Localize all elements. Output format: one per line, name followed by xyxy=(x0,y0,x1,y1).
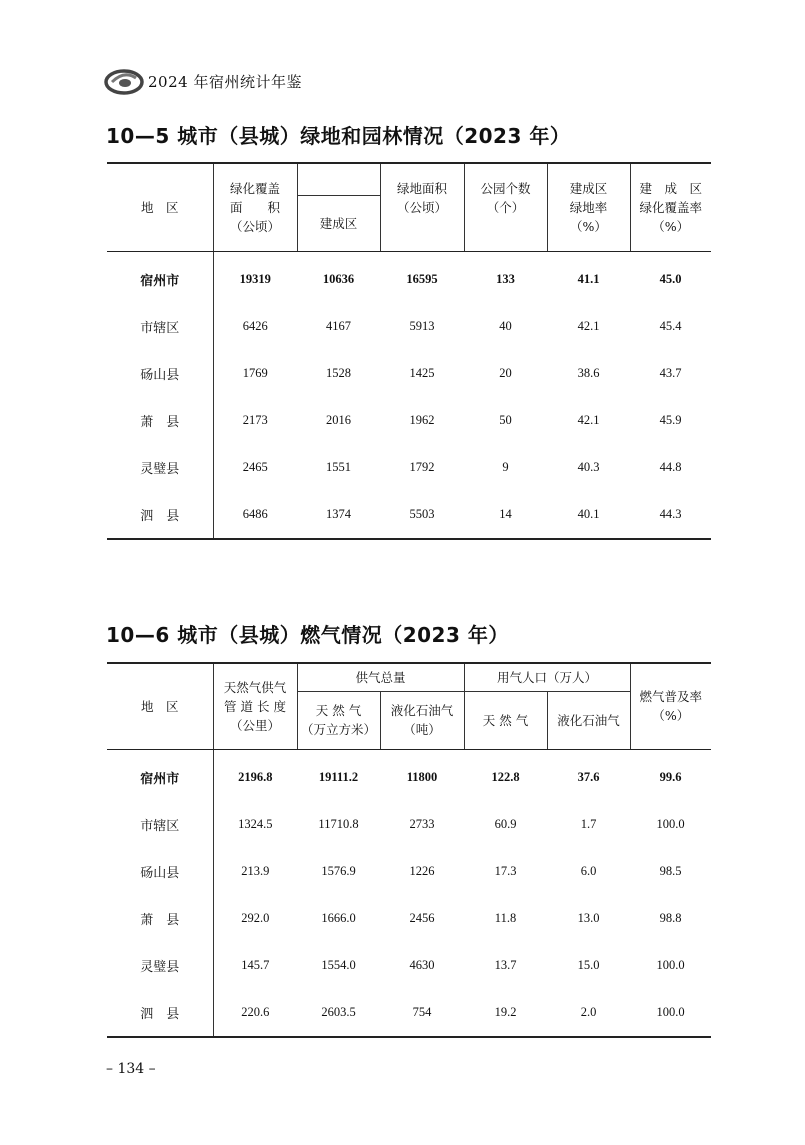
value-cell: 42.1 xyxy=(577,318,600,333)
value-cell: 6426 xyxy=(242,318,268,333)
header-region: 地 区 xyxy=(107,663,213,749)
value-cell: 1425 xyxy=(409,365,435,380)
value-cell: 11800 xyxy=(406,769,438,784)
value-cell: 44.8 xyxy=(659,459,682,474)
value-cell: 1576.9 xyxy=(321,863,356,878)
value-cell: 43.7 xyxy=(659,365,682,380)
table1-title: 10—5 城市（县城）绿地和园林情况（2023 年） xyxy=(106,124,571,148)
running-header xyxy=(104,64,704,100)
value-cell: 20 xyxy=(499,365,512,380)
value-cell: 37.6 xyxy=(577,769,600,784)
value-cell: 50 xyxy=(499,412,512,427)
value-cell: 11710.8 xyxy=(318,816,359,831)
value-cell: 40 xyxy=(499,318,512,333)
table-row xyxy=(107,749,711,801)
value-cell: 14 xyxy=(499,506,512,521)
value-cell: 1666.0 xyxy=(321,910,356,925)
header-gas-rate: 燃气普及率 （%） xyxy=(630,663,711,749)
region-cell: 砀山县 xyxy=(107,350,213,397)
header-coverage-rate: 建 成 区 绿化覆盖率 （%） xyxy=(630,163,711,251)
value-cell: 40.3 xyxy=(577,459,600,474)
value-cell: 13.7 xyxy=(494,957,517,972)
value-cell: 40.1 xyxy=(577,506,600,521)
region-cell: 宿州市 xyxy=(107,251,213,303)
table-row xyxy=(107,444,711,491)
value-cell: 220.6 xyxy=(241,1004,270,1019)
value-cell: 5503 xyxy=(409,506,435,521)
region-cell: 萧 县 xyxy=(107,397,213,444)
value-cell: 19319 xyxy=(239,271,271,286)
value-cell: 16595 xyxy=(406,271,438,286)
header-pop-lpg: 液化石油气 xyxy=(547,691,630,749)
value-cell: 42.1 xyxy=(577,412,600,427)
table-row xyxy=(107,491,711,539)
table2-title: 10—6 城市（县城）燃气情况（2023 年） xyxy=(106,623,509,647)
header-green-area: 绿地面积 （公顷） xyxy=(380,163,464,251)
value-cell: 1769 xyxy=(242,365,268,380)
header-park-count: 公园个数 （个） xyxy=(464,163,547,251)
value-cell: 2196.8 xyxy=(238,769,273,784)
region-cell: 宿州市 xyxy=(107,749,213,801)
table-row xyxy=(107,251,711,303)
value-cell: 213.9 xyxy=(241,863,270,878)
header-gas-supply: 天 然 气 （万立方米） xyxy=(297,691,380,749)
value-cell: 2733 xyxy=(409,816,435,831)
value-cell: 100.0 xyxy=(656,957,685,972)
value-cell: 100.0 xyxy=(656,816,685,831)
value-cell: 19.2 xyxy=(494,1004,517,1019)
table-row xyxy=(107,350,711,397)
header-pipe-length: 天然气供气 管 道 长 度 （公里） xyxy=(213,663,297,749)
page-number: – 134 – xyxy=(106,1061,156,1077)
value-cell: 6486 xyxy=(242,506,268,521)
value-cell: 44.3 xyxy=(659,506,682,521)
value-cell: 133 xyxy=(496,271,515,286)
green-space-table xyxy=(107,162,711,540)
value-cell: 2465 xyxy=(242,459,268,474)
header-population: 用气人口（万人） xyxy=(464,663,630,691)
region-cell: 泗 县 xyxy=(107,989,213,1037)
value-cell: 2.0 xyxy=(580,1004,597,1019)
yearbook-logo-icon xyxy=(104,68,144,96)
value-cell: 45.0 xyxy=(659,271,682,286)
value-cell: 1374 xyxy=(326,506,351,521)
value-cell: 1792 xyxy=(409,459,435,474)
value-cell: 754 xyxy=(412,1004,432,1019)
value-cell: 1528 xyxy=(326,365,351,380)
value-cell: 6.0 xyxy=(580,863,597,878)
value-cell: 17.3 xyxy=(494,863,517,878)
value-cell: 15.0 xyxy=(577,957,600,972)
region-cell: 萧 县 xyxy=(107,895,213,942)
value-cell: 45.4 xyxy=(659,318,682,333)
header-built-area: 建成区 xyxy=(297,195,380,251)
region-cell: 泗 县 xyxy=(107,491,213,539)
value-cell: 60.9 xyxy=(494,816,517,831)
gas-supply-table xyxy=(107,662,711,1038)
table-row xyxy=(107,397,711,444)
value-cell: 1554.0 xyxy=(321,957,356,972)
value-cell: 1551 xyxy=(326,459,351,474)
header-coverage-area: 绿化覆盖 面 积 （公顷） xyxy=(213,163,297,251)
region-cell: 灵璧县 xyxy=(107,444,213,491)
table-row xyxy=(107,942,711,989)
value-cell: 19111.2 xyxy=(318,769,359,784)
region-cell: 砀山县 xyxy=(107,848,213,895)
value-cell: 98.8 xyxy=(659,910,682,925)
value-cell: 100.0 xyxy=(656,1004,685,1019)
header-region: 地 区 xyxy=(107,163,213,251)
header-title: 2024 年宿州统计年鉴 xyxy=(148,73,302,91)
header-greening-rate: 建成区 绿地率 （%） xyxy=(547,163,630,251)
value-cell: 145.7 xyxy=(241,957,270,972)
value-cell: 2603.5 xyxy=(321,1004,356,1019)
value-cell: 13.0 xyxy=(577,910,600,925)
value-cell: 98.5 xyxy=(659,863,682,878)
table-row xyxy=(107,848,711,895)
table-row xyxy=(107,801,711,848)
value-cell: 2456 xyxy=(409,910,435,925)
region-cell: 市辖区 xyxy=(107,801,213,848)
value-cell: 2016 xyxy=(326,412,351,427)
header-coverage-blank xyxy=(297,163,380,195)
value-cell: 9 xyxy=(502,459,509,474)
value-cell: 1226 xyxy=(409,863,435,878)
value-cell: 41.1 xyxy=(577,271,600,286)
table-row xyxy=(107,989,711,1037)
value-cell: 45.9 xyxy=(659,412,682,427)
value-cell: 122.8 xyxy=(491,769,520,784)
value-cell: 1.7 xyxy=(580,816,597,831)
value-cell: 5913 xyxy=(409,318,435,333)
value-cell: 1324.5 xyxy=(238,816,273,831)
value-cell: 1962 xyxy=(409,412,435,427)
value-cell: 99.6 xyxy=(659,769,682,784)
value-cell: 292.0 xyxy=(241,910,270,925)
table-row xyxy=(107,895,711,942)
value-cell: 11.8 xyxy=(494,910,517,925)
table-row xyxy=(107,303,711,350)
value-cell: 10636 xyxy=(322,271,355,286)
header-pop-gas: 天 然 气 xyxy=(464,691,547,749)
region-cell: 灵璧县 xyxy=(107,942,213,989)
value-cell: 4167 xyxy=(326,318,351,333)
value-cell: 38.6 xyxy=(577,365,600,380)
value-cell: 2173 xyxy=(242,412,268,427)
value-cell: 4630 xyxy=(409,957,435,972)
header-lpg-supply: 液化石油气 （吨） xyxy=(380,691,464,749)
header-supply-total: 供气总量 xyxy=(297,663,464,691)
region-cell: 市辖区 xyxy=(107,303,213,350)
